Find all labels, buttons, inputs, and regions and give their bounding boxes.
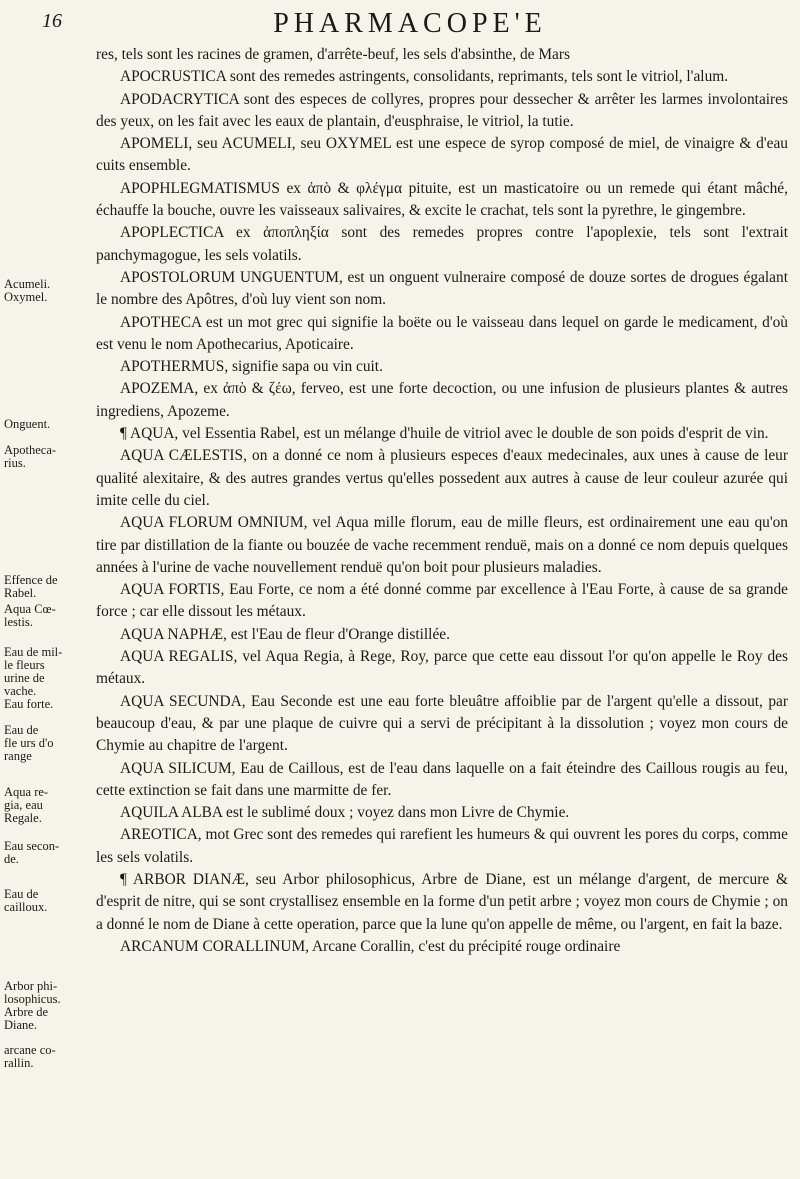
entry-paragraph: ¶ AQUA, vel Essentia Rabel, est un mélange d'huile de vitriol avec le double de son poids d'esprit de vin. [120, 425, 769, 443]
entry-paragraph: AQUA FLORUM OMNIUM, vel Aqua mille florum, eau de mille fleurs, est ordinairement une eau qu'on tire par distillation de la fiante ou bouzée de vache recemment renduë, mais on a donné ce nom depuis quelques années à l'urine de vache nouvellement renduë qu'on boit pour plusieurs maladies. [96, 514, 788, 576]
margin-note [4, 646, 82, 698]
margin-note [4, 724, 82, 763]
margin-note-line: Oxymel. [4, 290, 48, 304]
margin-note-line: urine de [4, 671, 45, 685]
margin-note-line: fle urs d'o [4, 736, 54, 750]
margin-note [4, 278, 82, 304]
margin-note [4, 840, 82, 866]
margin-note [4, 444, 82, 470]
entry-paragraph: APOTHECA est un mot grec qui signifie la boëte ou le vaisseau dans lequel on garde le medicament, d'où est venu le nom Apothecarius, Apoticaire. [96, 313, 788, 353]
entry-paragraph: AQUA REGALIS, vel Aqua Regia, à Rege, Roy, parce que cette eau dissout l'or qu'on appelle le Roy des métaux. [96, 648, 788, 688]
margin-note-line: Aqua Cœ- [4, 602, 56, 616]
margin-note [4, 418, 82, 431]
margin-note-line: Acumeli. [4, 277, 51, 291]
entry-paragraph: AQUA SILICUM, Eau de Caillous, est de l'eau dans laquelle on a fait éteindre des Caillous rougis au feu, cette extinction se fait dans une marmitte de fer. [96, 759, 788, 799]
entry-paragraph: AREOTICA, mot Grec sont des remedes qui rarefient les humeurs & qui ouvrent les pores du corps, comme les sels volatils. [96, 826, 788, 866]
entry-paragraph: APODACRYTICA sont des especes de collyres, propres pour dessecher & arrêter les larmes involontaires des yeux, on les fait avec les eaux de plantain, d'eusphraise, le vitriol, la tutie. [96, 90, 788, 130]
entry-paragraph: ARCANUM CORALLINUM, Arcane Corallin, c'est du précipité rouge ordinaire [120, 937, 621, 955]
entry-paragraph: AQUA FORTIS, Eau Forte, ce nom a été donné comme par excellence à l'Eau Forte, à cause de sa grande force ; car elle dissout les métaux. [96, 581, 788, 621]
margin-note-line: Arbor phi- [4, 979, 58, 993]
margin-note-line: rius. [4, 456, 26, 470]
margin-note-line: de. [4, 852, 19, 866]
margin-note-line: cailloux. [4, 900, 48, 914]
margin-note-line: Eau de [4, 723, 39, 737]
margin-note-line: le fleurs [4, 658, 45, 672]
entry-paragraph: APOCRUSTICA sont des remedes astringents, consolidants, reprimants, tels sont le vitriol, l'alum. [120, 68, 729, 86]
margin-note-line: Eau forte. [4, 697, 54, 711]
margin-note-line: Onguent. [4, 417, 51, 431]
margin-note-line: Diane. [4, 1018, 37, 1032]
margin-note-line: Apotheca- [4, 443, 57, 457]
margin-note-line: rallin. [4, 1056, 34, 1070]
margin-note [4, 698, 82, 711]
margin-note-line: vache. [4, 684, 37, 698]
margin-note [4, 980, 82, 1032]
entry-paragraph: res, tels sont les racines de gramen, d'arrête-beuf, les sels d'absinthe, de Mars [96, 46, 570, 63]
margin-note-line: losophicus. [4, 992, 61, 1006]
margin-note [4, 574, 82, 600]
margin-note-line: Effence de [4, 573, 58, 587]
margin-note-line: arcane co- [4, 1043, 56, 1057]
entry-paragraph: APOPLECTICA ex ἀποπληξία sont des remedes propres contre l'apoplexie, tels sont l'extrait panchymagogue, les sels volatils. [96, 224, 788, 264]
entry-paragraph: AQUA NAPHÆ, est l'Eau de fleur d'Orange distillée. [120, 625, 450, 643]
entry-paragraph: APOSTOLORUM UNGUENTUM, est un onguent vulneraire composé de douze sortes de drogues égalant le nombre des Apôtres, d'où luy vient son nom. [96, 268, 788, 309]
margin-note [4, 603, 82, 629]
margin-note-line: Regale. [4, 811, 42, 825]
margin-note-line: lestis. [4, 615, 33, 629]
margin-note [4, 786, 82, 825]
margin-note-line: Arbre de [4, 1005, 49, 1019]
entry-paragraph: APOPHLEGMATISMUS ex ἀπὸ & φλέγμα pituite, est un masticatoire ou un remede qui étant mâché, échauffe la bouche, ouvre les vaisseaux salivaires, & excite le crachat, tels sont la pyrethre, le gingembre. [96, 179, 788, 220]
entry-paragraph: AQUILA ALBA est le sublimé doux ; voyez dans mon Livre de Chymie. [120, 804, 570, 822]
entry-paragraph: APOMELI, seu ACUMELI, seu OXYMEL est une espece de syrop composé de miel, de vinaigre & d'eau cuits ensemble. [96, 135, 788, 175]
margin-note [4, 888, 82, 914]
margin-note-line: Eau de mil- [4, 645, 63, 659]
entry-paragraph: APOZEMA, ex ἀπὸ & ζέω, ferveo, est une forte decoction, ou une infusion de plusieurs plantes & autres ingrediens, Apozeme. [96, 380, 788, 420]
page-header [40, 8, 780, 44]
margin-note [4, 1044, 82, 1070]
dictionary-entries [96, 44, 788, 958]
running-title: PHARMACOPE'E [273, 8, 547, 39]
margin-note-line: Rabel. [4, 586, 37, 600]
margin-note-line: range [4, 749, 32, 763]
margin-note-line: Aqua re- [4, 785, 49, 799]
margin-note-line: gia, eau [4, 798, 43, 812]
entry-paragraph: APOTHERMUS, signifie sapa ou vin cuit. [120, 358, 383, 376]
page-number: 16 [42, 10, 62, 32]
margin-note-line: Eau secon- [4, 839, 60, 853]
margin-note-line: Eau de [4, 887, 39, 901]
entry-paragraph: AQUA SECUNDA, Eau Seconde est une eau forte bleuâtre affoiblie par de l'argent qu'elle a dissout, par beaucoup d'eau, & par une plaque de cuivre qui a servi de précipitant à la dissolution ; voyez mon cours de Chymie au chapitre de l'argent. [96, 692, 788, 755]
entry-paragraph: AQUA CÆLESTIS, on a donné ce nom à plusieurs especes d'eaux medecinales, aux unes à cause de leur qualité alexitaire, & des autres grandes vertus qu'elles possedent aux autres à cause de leur couleur azurée qui imite celle du ciel. [96, 447, 788, 509]
entry-paragraph: ¶ ARBOR DIANÆ, seu Arbor philosophicus, Arbre de Diane, est un mélange d'argent, de mercure & d'esprit de nitre, qui se sont crystallisez ensemble en la forme d'un petit arbre ; voyez mon cours de Chymie ; on a donné le nom de Diane à cette operation, parce que la lune qu'on appelle de même, ou l'argent, en fait la baze. [96, 870, 788, 933]
